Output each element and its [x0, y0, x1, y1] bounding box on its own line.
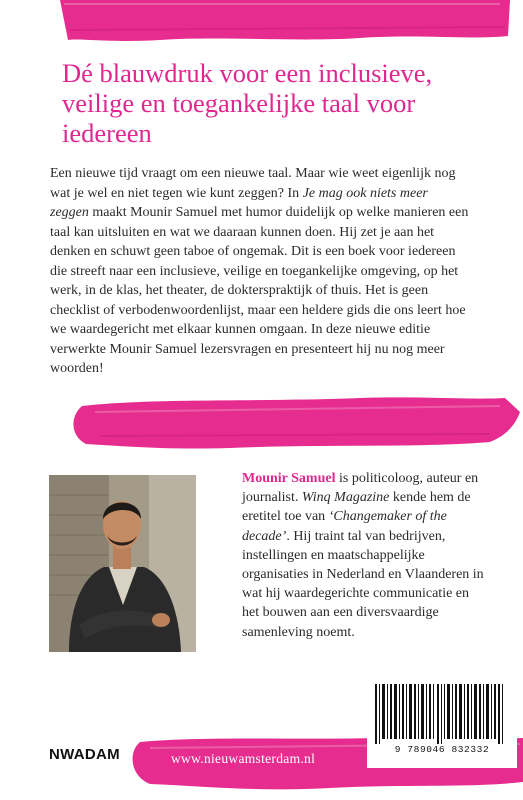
isbn-digits: 9 789046 832332	[394, 744, 490, 755]
award-title: ‘Changemaker of the decade’	[242, 509, 447, 544]
author-portrait-icon	[49, 475, 196, 652]
author-bio	[242, 469, 487, 642]
barcode-icon	[367, 684, 517, 746]
back-cover-blurb	[50, 164, 470, 379]
isbn-barcode	[367, 682, 517, 768]
bio-text-3: . Hij traint tal van bedrijven, instellingen en maatschappelijke organisaties in Nederland en Vlaanderen in wat hij waardegerichte communicatie en het bouwen aan een diversvaardige samenleving noemt.	[242, 528, 484, 640]
author-name: Mounir Samuel	[242, 471, 336, 486]
publisher-logo: NWADAM	[49, 746, 120, 763]
blurb-text-1: Een nieuwe tijd vraagt om een nieuwe taal. Maar wie weet eigenlijk nog wat je wel en niet tegen wie kunt zeggen? In	[50, 166, 456, 201]
middle-brush-stroke	[0, 392, 523, 456]
top-brush-stroke	[0, 0, 523, 50]
bio-text-1: is politicoloog, auteur en journalist.	[242, 471, 479, 506]
magazine-name: Winq Magazine	[301, 490, 390, 506]
book-title: Je mag ook niets meer zeggen	[50, 185, 428, 220]
bio-text-2: kende hem de eretitel toe van	[242, 490, 471, 525]
blurb-text-2: maakt Mounir Samuel met humor duidelijk op welke manieren een taal kan uitsluiten en wat we daaraan kunnen doen. Hij zet je aan het denken en schuwt geen taboe of ongemak. Dit is een boek voor iedereen die streeft naar een inclusieve, veilige en toegankelijke omgeving, op het werk, in de klas, het theater, de dokterspraktijk of thuis. Het is geen checklist of verbodenwoordenlijst, maar een heldere gids die ons leert hoe we waardegericht met elkaar kunnen omgaan. In deze nieuwe editie verwerkte Mounir Samuel lezersvragen en presenteert hij nu nog meer woorden!	[50, 205, 469, 376]
headline: Dé blauwdruk voor een inclusieve, veilige en toegankelijke taal voor iedereen	[62, 58, 433, 148]
author-photo	[49, 475, 196, 652]
publisher-website: www.nieuwamsterdam.nl	[171, 751, 316, 766]
